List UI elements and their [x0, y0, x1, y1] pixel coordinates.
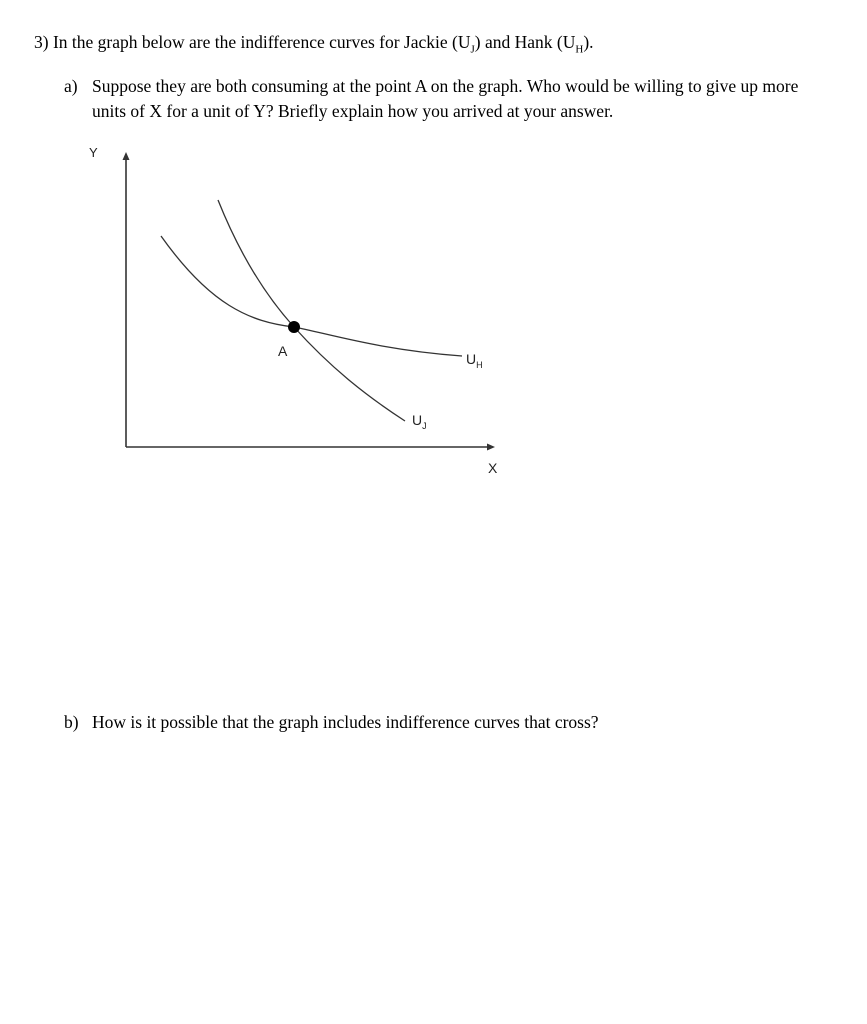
- part-a-text: Suppose they are both consuming at the point A on the graph. Who would be willing to give up more units of X for a unit of Y? Briefly explain how you arrived at your answer.: [92, 76, 799, 121]
- x-axis-label: X: [488, 460, 498, 476]
- part-b: [64, 710, 824, 735]
- curve-jackie-sub: J: [422, 421, 427, 431]
- part-a-letter: a): [64, 76, 78, 96]
- point-a-marker: [288, 321, 300, 333]
- curve-hank-u: U: [466, 351, 477, 367]
- point-a-label: A: [278, 343, 288, 359]
- curve-jackie-u: U: [412, 412, 423, 428]
- question-intro: In the graph below are the indifference curves for Jackie (U: [52, 32, 471, 52]
- part-b-text: How is it possible that the graph includes indifference curves that cross?: [92, 712, 599, 732]
- curve-hank-sub: H: [476, 360, 483, 370]
- y-axis-label: Y: [89, 145, 98, 160]
- curve-jackie: [218, 200, 405, 421]
- question-number: 3): [34, 32, 49, 52]
- curve-jackie-label: [412, 412, 427, 431]
- curve-hank: [161, 236, 462, 356]
- x-axis-arrow: [487, 444, 495, 451]
- part-b-letter: b): [64, 712, 79, 732]
- question-mid: ) and Hank (U: [474, 32, 576, 52]
- question-end: ).: [583, 32, 594, 52]
- subscript-j: J: [470, 43, 475, 56]
- curve-hank-label: [466, 351, 483, 370]
- y-axis-arrow: [123, 152, 130, 160]
- subscript-h: H: [575, 43, 584, 56]
